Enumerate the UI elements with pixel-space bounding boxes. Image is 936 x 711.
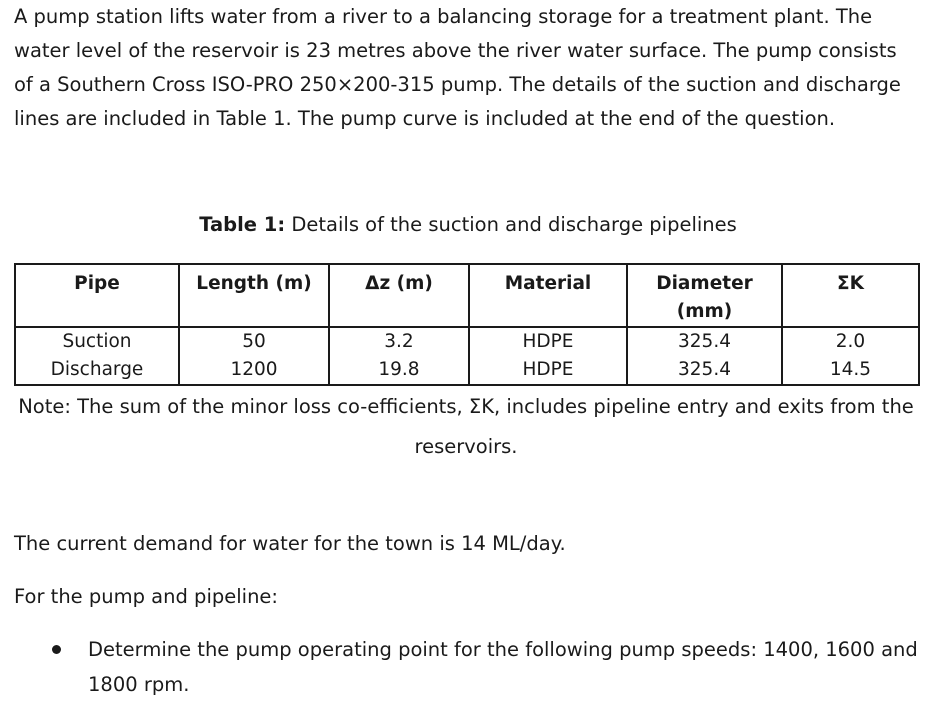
cell-delta-z: 19.8 <box>329 356 469 385</box>
bullet-icon <box>52 645 61 654</box>
cell-pipe: Suction <box>15 327 179 356</box>
header-pipe: Pipe <box>15 264 179 327</box>
table-caption-label: Table 1: <box>199 213 286 236</box>
list-item-text: Determine the pump operating point for the following pump speeds: 1400, 1600 and 1800 rpm. <box>88 638 918 696</box>
table-row <box>15 356 919 385</box>
header-delta-z: Δz (m) <box>329 264 469 327</box>
cell-diameter: 325.4 <box>627 356 782 385</box>
table-header-row <box>15 264 919 327</box>
task-bullet-list <box>0 632 936 702</box>
header-length: Length (m) <box>179 264 329 327</box>
cell-sum-k: 14.5 <box>782 356 919 385</box>
cell-sum-k: 2.0 <box>782 327 919 356</box>
intro-paragraph: A pump station lifts water from a river to a balancing storage for a treatment plant. The water level of the reservoir is 23 metres above the river water surface. The pump consists of a Southern Cross ISO-PRO 250×200-315 pump. The details of the suction and discharge lines are included in Table 1. The pump curve is included at the end of the question. <box>14 5 901 130</box>
task-lead: For the pump and pipeline: <box>14 585 278 608</box>
header-diameter: Diameter (mm) <box>627 264 782 327</box>
header-sum-k: ΣK <box>782 264 919 327</box>
pipeline-details-table <box>14 263 920 386</box>
cell-length: 50 <box>179 327 329 356</box>
cell-length: 1200 <box>179 356 329 385</box>
cell-diameter: 325.4 <box>627 327 782 356</box>
cell-delta-z: 3.2 <box>329 327 469 356</box>
cell-material: HDPE <box>469 327 627 356</box>
header-material: Material <box>469 264 627 327</box>
table-caption <box>0 208 936 242</box>
cell-material: HDPE <box>469 356 627 385</box>
table-note: Note: The sum of the minor loss co-efficients, ΣK, includes pipeline entry and exits from the reservoirs. <box>18 395 914 458</box>
demand-paragraph: The current demand for water for the town is 14 ML/day. <box>14 532 566 555</box>
table-caption-text: Details of the suction and discharge pipelines <box>285 213 737 236</box>
table-row <box>15 327 919 356</box>
list-item <box>0 632 936 702</box>
cell-pipe: Discharge <box>15 356 179 385</box>
